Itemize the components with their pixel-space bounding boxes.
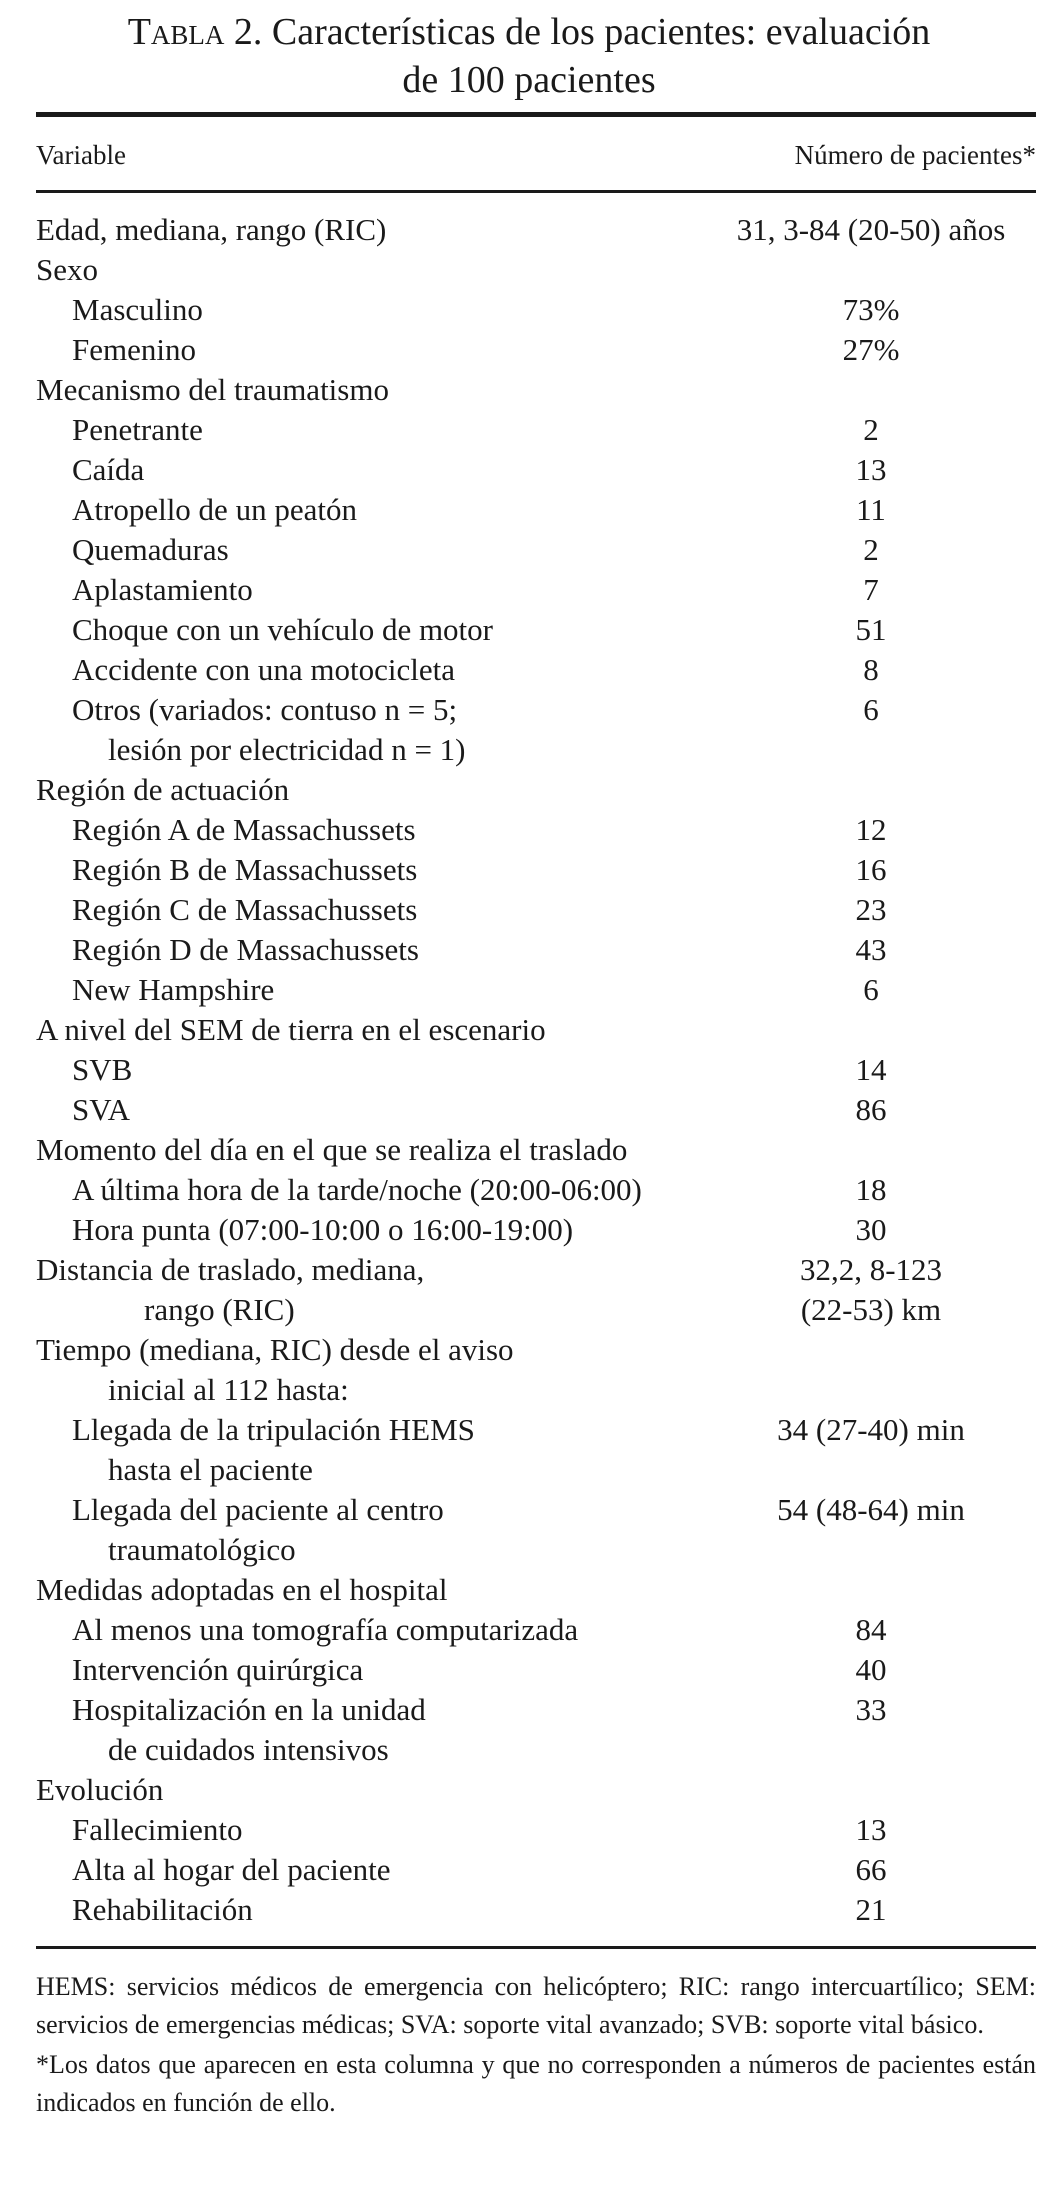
table-title-text: Características de los pacientes: evaluación: [271, 11, 931, 53]
table-row: [36, 1650, 1036, 1690]
row-label: rango (RIC): [144, 1292, 295, 1327]
row-value: 31, 3-84 (20-50) años: [736, 212, 1006, 247]
row-value: 33: [855, 1692, 887, 1727]
row-value: 73%: [842, 292, 900, 327]
row-value: (22-53) km: [800, 1292, 942, 1327]
row-label: Región C de Massachussets: [72, 892, 418, 927]
table-row: [36, 1530, 1036, 1570]
row-value: 6: [863, 972, 879, 1007]
table-row: [36, 890, 1036, 930]
table-row: [36, 1330, 1036, 1370]
row-value: 6: [863, 692, 879, 727]
row-label: Hospitalización en la unidad: [72, 1692, 426, 1727]
row-label: Choque con un vehículo de motor: [72, 612, 493, 647]
table-row: [36, 610, 1036, 650]
row-value: 34 (27-40) min: [777, 1412, 965, 1447]
row-value: 23: [855, 892, 887, 927]
row-value: 54 (48-64) min: [777, 1492, 965, 1527]
row-value: 43: [855, 932, 887, 967]
table-row: [36, 650, 1036, 690]
row-label: Edad, mediana, rango (RIC): [36, 212, 387, 247]
row-label: Momento del día en el que se realiza el traslado: [36, 1132, 628, 1167]
top-rule: [36, 112, 1036, 117]
row-label: Región B de Massachussets: [72, 852, 418, 887]
row-label: A última hora de la tarde/noche (20:00-06:00): [72, 1172, 642, 1207]
row-value: 86: [855, 1092, 887, 1127]
row-label: Intervención quirúrgica: [72, 1652, 364, 1687]
table-row: [36, 1090, 1036, 1130]
bottom-rule: [36, 1946, 1036, 1949]
row-label: traumatológico: [108, 1532, 296, 1567]
table-row: [36, 1410, 1036, 1450]
table-row: [36, 530, 1036, 570]
row-value: 14: [855, 1052, 887, 1087]
column-footnote: *Los datos que aparecen en esta columna y que no corresponden a números de pacientes están indicados en función de ello.: [36, 2050, 1036, 2117]
row-value: 13: [855, 452, 887, 487]
row-value: 7: [863, 572, 879, 607]
table-body: [36, 210, 1036, 1930]
table-row: [36, 1290, 1036, 1330]
row-label: Evolución: [36, 1772, 164, 1807]
table-row: [36, 970, 1036, 1010]
table-row: [36, 250, 1036, 290]
row-value: 12: [855, 812, 887, 847]
row-label: Región A de Massachussets: [72, 812, 416, 847]
row-value: 2: [863, 532, 879, 567]
table-row: [36, 690, 1036, 730]
table-row: [36, 570, 1036, 610]
row-value: 11: [856, 492, 886, 527]
table-label: Tabla 2.: [127, 11, 263, 53]
row-value: 21: [855, 1892, 887, 1927]
row-label: Accidente con una motocicleta: [72, 652, 456, 687]
table-row: [36, 1170, 1036, 1210]
table-title: [0, 8, 1058, 104]
row-label: Caída: [72, 452, 145, 487]
table-title-line2: de 100 pacientes: [402, 59, 656, 101]
row-value: 27%: [842, 332, 900, 367]
row-value: 13: [855, 1812, 887, 1847]
row-label: Llegada de la tripulación HEMS: [72, 1412, 475, 1447]
table-row: [36, 1690, 1036, 1730]
table-row: [36, 1210, 1036, 1250]
table-row: [36, 1810, 1036, 1850]
table-row: [36, 1770, 1036, 1810]
row-label: Penetrante: [72, 412, 203, 447]
table-row: [36, 370, 1036, 410]
row-label: A nivel del SEM de tierra en el escenario: [36, 1012, 546, 1047]
table-notes: [36, 1968, 1036, 2122]
row-label: Región D de Massachussets: [72, 932, 419, 967]
row-label: inicial al 112 hasta:: [108, 1372, 349, 1407]
header-rule: [36, 190, 1036, 193]
table-row: [36, 410, 1036, 450]
row-label: Atropello de un peatón: [72, 492, 357, 527]
row-label: Región de actuación: [36, 772, 290, 807]
row-value: 51: [855, 612, 887, 647]
table-row: [36, 1250, 1036, 1290]
table-row: [36, 330, 1036, 370]
table-row: [36, 1370, 1036, 1410]
table-row: [36, 210, 1036, 250]
table-row: [36, 730, 1036, 770]
table-row: [36, 1610, 1036, 1650]
row-label: Mecanismo del traumatismo: [36, 372, 389, 407]
table-row: [36, 1850, 1036, 1890]
row-label: SVA: [72, 1092, 131, 1127]
table-row: [36, 1050, 1036, 1090]
abbreviations-note: HEMS: servicios médicos de emergencia con helicóptero; RIC: rango intercuartílico; SEM: servicios de emergencias médicas; SVA: soporte vital avanzado; SVB: soporte vital básico.: [36, 1972, 1036, 2039]
row-label: Distancia de traslado, mediana,: [36, 1252, 425, 1287]
row-value: 8: [863, 652, 879, 687]
row-label: Sexo: [36, 252, 98, 287]
table-row: [36, 1730, 1036, 1770]
column-header-variable: Variable: [36, 140, 126, 170]
table-row: [36, 490, 1036, 530]
table-row: [36, 810, 1036, 850]
row-label: Fallecimiento: [72, 1812, 243, 1847]
row-label: Hora punta (07:00-10:00 o 16:00-19:00): [72, 1212, 574, 1247]
table-row: [36, 1570, 1036, 1610]
table-row: [36, 850, 1036, 890]
row-label: lesión por electricidad n = 1): [108, 732, 466, 767]
table-row: [36, 290, 1036, 330]
table-row: [36, 770, 1036, 810]
row-value: 66: [855, 1852, 887, 1887]
row-value: 32,2, 8-123: [799, 1252, 943, 1287]
row-label: Al menos una tomografía computarizada: [72, 1612, 579, 1647]
row-label: Rehabilitación: [72, 1892, 253, 1927]
table-row: [36, 1490, 1036, 1530]
row-value: 18: [855, 1172, 887, 1207]
table-row: [36, 1010, 1036, 1050]
table-row: [36, 1890, 1036, 1930]
table-row: [36, 930, 1036, 970]
table-row: [36, 1450, 1036, 1490]
row-label: hasta el paciente: [108, 1452, 313, 1487]
table-row: [36, 1130, 1036, 1170]
row-value: 2: [863, 412, 879, 447]
row-label: Medidas adoptadas en el hospital: [36, 1572, 448, 1607]
row-value: 40: [855, 1652, 887, 1687]
row-label: Quemaduras: [72, 532, 229, 567]
row-label: Aplastamiento: [72, 572, 253, 607]
row-label: de cuidados intensivos: [108, 1732, 389, 1767]
row-value: 16: [855, 852, 887, 887]
row-label: Masculino: [72, 292, 203, 327]
row-label: New Hampshire: [72, 972, 275, 1007]
row-label: Otros (variados: contuso n = 5;: [72, 692, 458, 727]
table-row: [36, 450, 1036, 490]
row-value: 30: [855, 1212, 887, 1247]
row-label: SVB: [72, 1052, 133, 1087]
column-header-count: Número de pacientes*: [794, 140, 1036, 170]
row-label: Femenino: [72, 332, 196, 367]
row-label: Llegada del paciente al centro: [72, 1492, 444, 1527]
row-label: Alta al hogar del paciente: [72, 1852, 391, 1887]
row-label: Tiempo (mediana, RIC) desde el aviso: [36, 1332, 514, 1367]
row-value: 84: [855, 1612, 887, 1647]
